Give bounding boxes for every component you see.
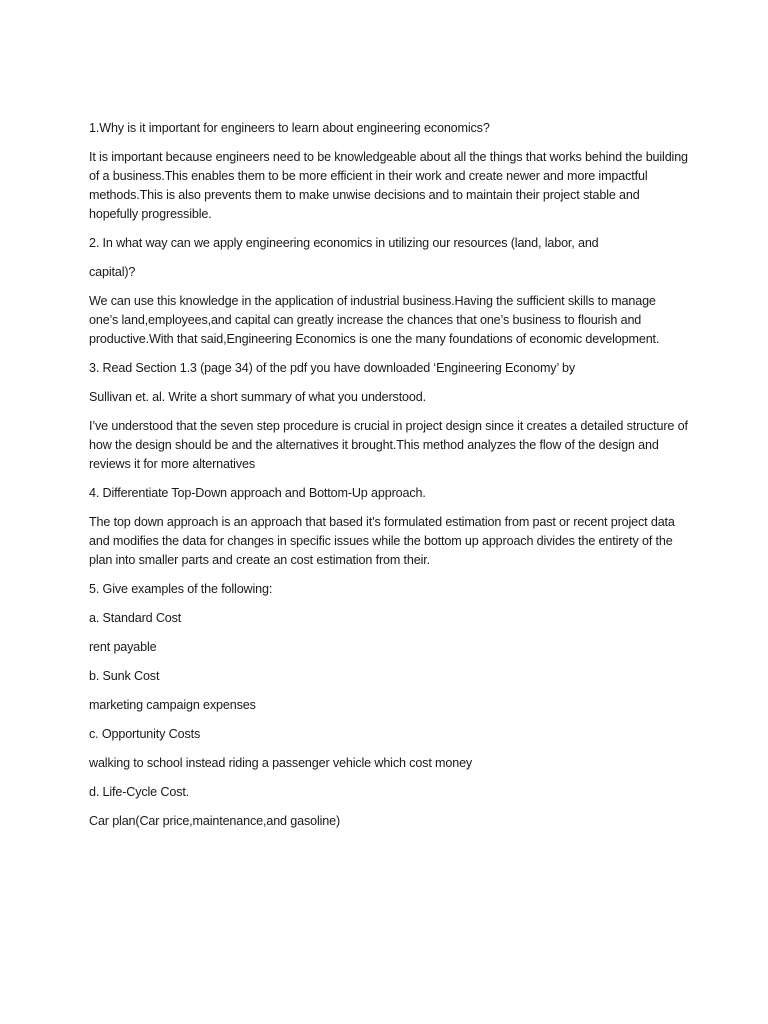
question-1: 1.Why is it important for engineers to learn about engineering economics? <box>89 121 490 135</box>
question-2-line-1: 2. In what way can we apply engineering economics in utilizing our resources (land, labor, and <box>89 236 599 250</box>
question-3-line-2: Sullivan et. al. Write a short summary of what you understood. <box>89 390 426 404</box>
item-b-heading: b. Sunk Cost <box>89 669 160 683</box>
item-c-heading: c. Opportunity Costs <box>89 727 201 741</box>
answer-3: I’ve understood that the seven step procedure is crucial in project design since it creates a detailed structure of how the design should be and the alternatives it brought.This method analyzes the flow of the design and reviews it for more alternatives <box>89 419 688 471</box>
question-2-line-2: capital)? <box>89 265 136 279</box>
item-a-answer: rent payable <box>89 640 157 654</box>
item-d-heading: d. Life-Cycle Cost. <box>89 785 190 799</box>
item-c-answer: walking to school instead riding a passenger vehicle which cost money <box>89 756 473 770</box>
question-5: 5. Give examples of the following: <box>89 582 273 596</box>
answer-4: The top down approach is an approach that based it’s formulated estimation from past or recent project data and modifies the data for changes in specific issues while the bottom up approach divides the entirety of the plan into smaller parts and create an cost estimation from their. <box>89 515 675 567</box>
answer-1: It is important because engineers need to be knowledgeable about all the things that works behind the building of a business.This enables them to be more efficient in their work and create newer and more impactful methods.This is also prevents them to make unwise decisions and to maintain their project stable and hopefully progressible. <box>89 150 688 221</box>
item-b-answer: marketing campaign expenses <box>89 698 256 712</box>
question-4: 4. Differentiate Top-Down approach and Bottom-Up approach. <box>89 486 426 500</box>
answer-2: We can use this knowledge in the application of industrial business.Having the sufficient skills to manage one’s land,employees,and capital can greatly increase the chances that one’s business to flourish and productive.With that said,Engineering Economics is one the many foundations of economic development. <box>89 294 660 346</box>
item-d-answer: Car plan(Car price,maintenance,and gasoline) <box>89 814 341 828</box>
question-3-line-1: 3. Read Section 1.3 (page 34) of the pdf you have downloaded ‘Engineering Economy’ by <box>89 361 575 375</box>
item-a-heading: a. Standard Cost <box>89 611 182 625</box>
